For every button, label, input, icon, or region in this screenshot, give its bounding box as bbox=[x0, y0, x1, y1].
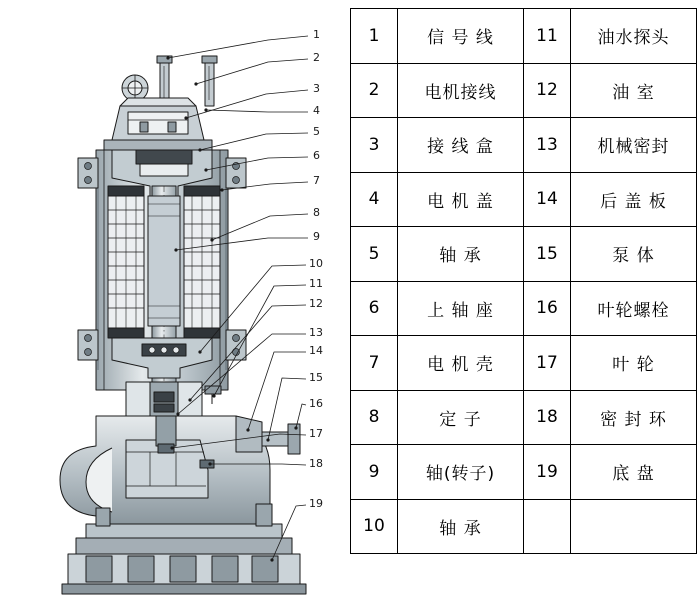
callout-15: 15 bbox=[309, 371, 323, 384]
part-number: 4 bbox=[351, 172, 398, 227]
part-name: 泵 体 bbox=[571, 227, 697, 282]
part-number: 12 bbox=[524, 63, 571, 118]
table-row bbox=[351, 336, 697, 391]
part-number: 6 bbox=[351, 281, 398, 336]
oil-chamber-and-seal bbox=[126, 382, 221, 416]
table-row bbox=[351, 172, 697, 227]
callout-9: 9 bbox=[313, 230, 320, 243]
empty-cell bbox=[571, 499, 697, 554]
part-number: 10 bbox=[351, 499, 398, 554]
callout-13: 13 bbox=[309, 326, 323, 339]
part-number: 15 bbox=[524, 227, 571, 282]
callout-12: 12 bbox=[309, 297, 323, 310]
part-name: 密 封 环 bbox=[571, 390, 697, 445]
callout-4: 4 bbox=[313, 104, 320, 117]
part-name: 机械密封 bbox=[571, 118, 697, 173]
part-name: 信 号 线 bbox=[398, 9, 524, 64]
part-number: 14 bbox=[524, 172, 571, 227]
part-name: 叶轮螺栓 bbox=[571, 281, 697, 336]
part-name: 油 室 bbox=[571, 63, 697, 118]
empty-cell bbox=[524, 499, 571, 554]
part-number: 17 bbox=[524, 336, 571, 391]
callout-2: 2 bbox=[313, 51, 320, 64]
part-name: 轴(转子) bbox=[398, 445, 524, 500]
part-name: 轴 承 bbox=[398, 499, 524, 554]
callout-14: 14 bbox=[309, 344, 323, 357]
part-number: 1 bbox=[351, 9, 398, 64]
table-row bbox=[351, 445, 697, 500]
callout-1: 1 bbox=[313, 28, 320, 41]
part-number: 16 bbox=[524, 281, 571, 336]
part-name: 电机接线 bbox=[398, 63, 524, 118]
table-row bbox=[351, 118, 697, 173]
part-name: 轴 承 bbox=[398, 227, 524, 282]
part-number: 7 bbox=[351, 336, 398, 391]
part-name: 底 盘 bbox=[571, 445, 697, 500]
callout-3: 3 bbox=[313, 82, 320, 95]
callout-5: 5 bbox=[313, 125, 320, 138]
part-name: 油水探头 bbox=[571, 9, 697, 64]
part-number: 5 bbox=[351, 227, 398, 282]
part-name: 电 机 盖 bbox=[398, 172, 524, 227]
part-name: 上 轴 座 bbox=[398, 281, 524, 336]
part-name: 后 盖 板 bbox=[571, 172, 697, 227]
part-number: 8 bbox=[351, 390, 398, 445]
part-number: 3 bbox=[351, 118, 398, 173]
part-name: 定 子 bbox=[398, 390, 524, 445]
part-number: 11 bbox=[524, 9, 571, 64]
pump-cross-section-diagram bbox=[0, 0, 348, 611]
table-row bbox=[351, 390, 697, 445]
table-row bbox=[351, 63, 697, 118]
callout-10: 10 bbox=[309, 257, 323, 270]
table-row bbox=[351, 9, 697, 64]
callout-19: 19 bbox=[309, 497, 323, 510]
table-row bbox=[351, 499, 697, 554]
callout-16: 16 bbox=[309, 397, 323, 410]
part-name: 电 机 壳 bbox=[398, 336, 524, 391]
table-row bbox=[351, 281, 697, 336]
part-name: 接 线 盒 bbox=[398, 118, 524, 173]
callout-11: 11 bbox=[309, 277, 323, 290]
motor-cover bbox=[104, 98, 212, 150]
part-number: 18 bbox=[524, 390, 571, 445]
part-number: 2 bbox=[351, 63, 398, 118]
callout-8: 8 bbox=[313, 206, 320, 219]
callout-7: 7 bbox=[313, 174, 320, 187]
callout-17: 17 bbox=[309, 427, 323, 440]
part-number: 9 bbox=[351, 445, 398, 500]
part-name: 叶 轮 bbox=[571, 336, 697, 391]
parts-legend-table bbox=[350, 8, 697, 554]
table-row bbox=[351, 227, 697, 282]
part-number: 13 bbox=[524, 118, 571, 173]
callout-18: 18 bbox=[309, 457, 323, 470]
part-number: 19 bbox=[524, 445, 571, 500]
callout-6: 6 bbox=[313, 149, 320, 162]
